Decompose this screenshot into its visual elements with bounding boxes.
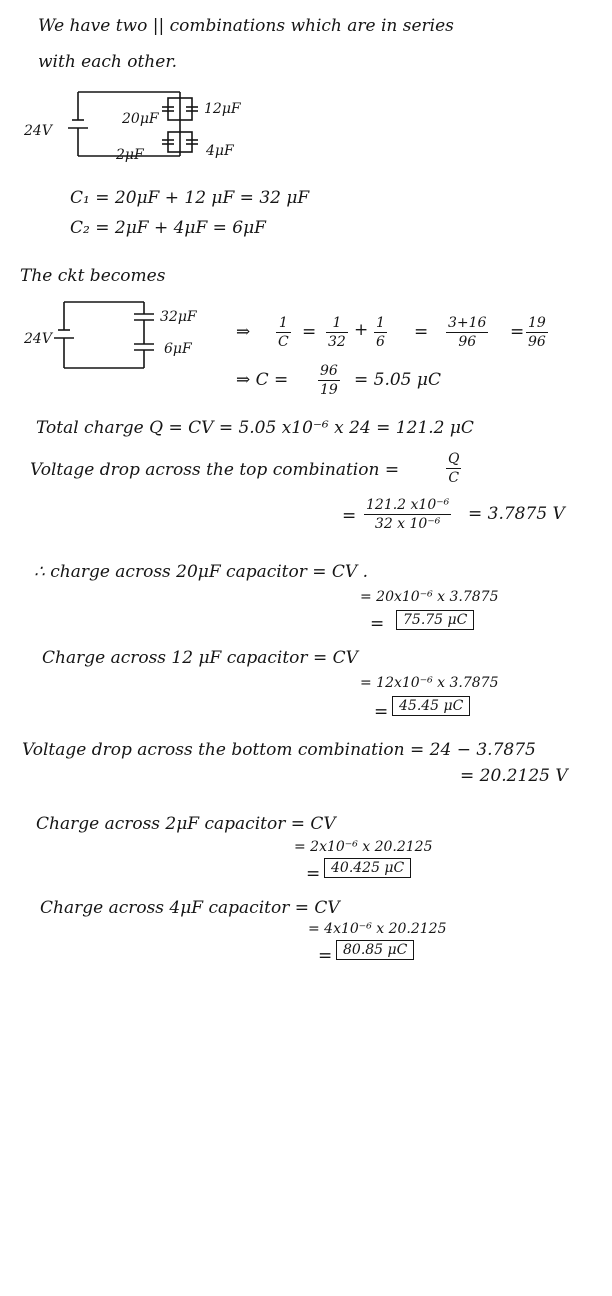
voltage-bottom-label: Voltage drop across the bottom combination = 24 − 3.7875 <box>22 740 536 760</box>
frac-den: C <box>278 334 289 350</box>
circuit1-source-label: 24V <box>24 123 52 139</box>
charge-12uf-answer: 45.45 μC <box>392 696 470 716</box>
voltage-bottom-result: = 20.2125 V <box>460 766 568 786</box>
equals-sign: = <box>414 322 429 342</box>
charge-4uf-step: = 4x10⁻⁶ x 20.2125 <box>308 921 447 937</box>
capacitance-result-prefix: ⇒ C = <box>236 370 289 390</box>
charge-20uf-step: = 20x10⁻⁶ x 3.7875 <box>360 589 499 605</box>
total-charge-line: Total charge Q = CV = 5.05 x10⁻⁶ x 24 = 121.2 μC <box>36 418 474 438</box>
circuit2-source-label: 24V <box>24 331 52 347</box>
equals-sign: = <box>510 322 525 342</box>
circuit1-top-right-label: 12μF <box>204 101 241 117</box>
frac-num: 19 <box>528 315 546 331</box>
charge-2uf-answer: 40.425 μC <box>324 858 411 878</box>
frac-den: 6 <box>376 334 385 350</box>
equals-sign: = <box>342 506 357 526</box>
equals-sign: = <box>302 322 317 342</box>
fraction-1-over-6 <box>374 316 387 349</box>
charge-4uf-answer: 80.85 μC <box>336 940 414 960</box>
charge-4uf-label: Charge across 4μF capacitor = CV <box>40 898 340 918</box>
fraction-1-over-32 <box>326 316 348 349</box>
ckt-becomes-text: The ckt becomes <box>20 266 166 286</box>
circuit1-bottom-right-label: 4μF <box>206 143 234 159</box>
frac-num: 1 <box>376 315 385 331</box>
fraction-96-over-19 <box>318 364 340 397</box>
equals-sign: = <box>370 614 385 634</box>
intro-line-2: with each other. <box>38 52 177 72</box>
frac-num: 3+16 <box>448 315 487 331</box>
voltage-top-label: Voltage drop across the top combination = <box>30 460 400 480</box>
fraction-voltage <box>364 498 451 531</box>
circuit1-top-left-label: 20μF <box>122 111 159 127</box>
circuit2-top-label: 32μF <box>160 309 197 325</box>
frac-den: 32 <box>328 334 346 350</box>
plus-sign: + <box>354 320 369 340</box>
frac-den: 96 <box>528 334 546 350</box>
circuit1-bottom-left-label: 2μF <box>116 147 144 163</box>
intro-line-1: We have two || combinations which are in series <box>38 16 454 36</box>
charge-12uf-label: Charge across 12 μF capacitor = CV <box>42 648 358 668</box>
charge-20uf-label: ∴ charge across 20μF capacitor = CV . <box>34 562 369 582</box>
fraction-1-over-c <box>276 316 291 349</box>
charge-12uf-step: = 12x10⁻⁶ x 3.7875 <box>360 675 499 691</box>
frac-den: 32 x 10⁻⁶ <box>374 516 441 532</box>
c1-equation: C₁ = 20μF + 12 μF = 32 μF <box>70 188 310 208</box>
frac-den: C <box>448 470 460 486</box>
fraction-q-over-c <box>446 452 461 485</box>
voltage-top-result: = 3.7875 V <box>468 504 565 524</box>
fraction-result <box>526 316 548 349</box>
parallel-circuit-diagram <box>20 80 280 180</box>
equals-sign: = <box>374 702 389 722</box>
charge-2uf-label: Charge across 2μF capacitor = CV <box>36 814 336 834</box>
frac-num: 1 <box>278 315 288 331</box>
charge-20uf-answer: 75.75 μC <box>396 610 474 630</box>
frac-num: 121.2 x10⁻⁶ <box>366 497 450 513</box>
frac-num: 96 <box>320 363 338 379</box>
c2-equation: C₂ = 2μF + 4μF = 6μF <box>70 218 266 238</box>
equals-sign: = <box>306 864 321 884</box>
fraction-sum <box>446 316 488 349</box>
charge-2uf-step: = 2x10⁻⁶ x 20.2125 <box>294 839 433 855</box>
capacitance-result-value: = 5.05 μC <box>354 370 441 390</box>
frac-num: 1 <box>332 315 342 331</box>
implies-arrow-1: ⇒ <box>236 322 251 342</box>
frac-num: Q <box>448 451 460 467</box>
equals-sign: = <box>318 946 333 966</box>
frac-den: 96 <box>458 334 477 350</box>
circuit2-bottom-label: 6μF <box>164 341 192 357</box>
frac-den: 19 <box>320 382 338 398</box>
